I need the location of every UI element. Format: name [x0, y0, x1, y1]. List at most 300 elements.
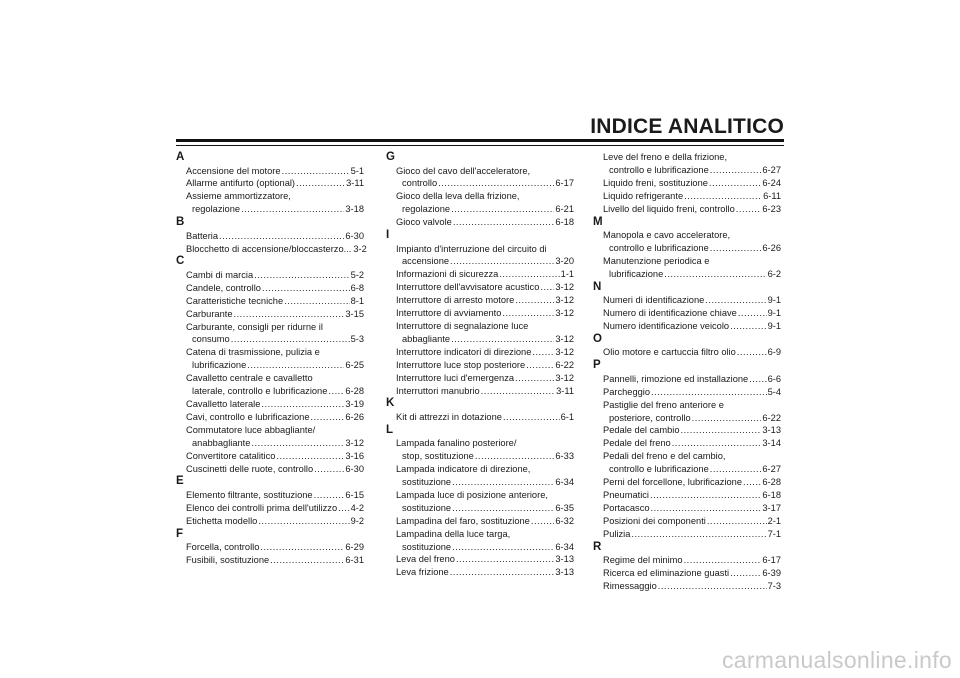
dot-leader — [438, 177, 554, 190]
index-entry — [386, 294, 574, 307]
index-entry-text: controllo e lubrificazione — [609, 164, 709, 175]
page-number: 3-2 — [353, 243, 367, 254]
index-entry — [176, 502, 364, 515]
index-entry-text: Candele, controllo — [186, 282, 261, 293]
index-entry-row — [186, 230, 364, 243]
index-entry-text: Pedale del freno — [603, 438, 671, 449]
index-entry-text: Fusibili, sostituzione — [186, 555, 270, 566]
page-number: 6-6 — [767, 373, 781, 384]
index-entry-row — [603, 567, 781, 580]
index-letter-heading: E — [176, 475, 184, 488]
page-number: 6-15 — [345, 489, 364, 500]
index-entry-row — [603, 190, 781, 203]
page-number: 6-1 — [560, 411, 574, 422]
index-entry-line: Leve del freno e della frizione, — [603, 152, 728, 162]
dot-leader — [737, 346, 767, 359]
index-entry — [176, 321, 364, 347]
dot-leader — [296, 177, 345, 190]
page-number: 3-19 — [345, 399, 364, 409]
page-number: 6-22 — [555, 359, 574, 370]
page-number: 3-12 — [555, 282, 574, 293]
index-entry-text: anabbagliante — [192, 437, 251, 448]
index-entry-row — [396, 566, 574, 579]
page-number: 8-1 — [350, 295, 364, 306]
index-entry-text: lubrificazione — [609, 268, 664, 279]
page-number: 6-26 — [762, 242, 781, 253]
index-entry — [176, 411, 364, 424]
index-entry-text: Lampadina del faro, sostituzione — [396, 515, 530, 526]
dot-leader — [749, 373, 766, 386]
dot-leader — [314, 463, 344, 476]
index-entry-row — [186, 515, 364, 528]
index-entry — [386, 190, 574, 216]
dot-leader — [710, 463, 762, 476]
dot-leader — [672, 437, 762, 450]
dot-leader — [254, 269, 349, 282]
index-entry — [593, 515, 781, 528]
index-entry — [176, 190, 364, 216]
page-number: 3-12 — [555, 333, 574, 344]
index-entry — [386, 165, 574, 191]
index-entry — [176, 398, 364, 411]
index-entry-text: Rimessaggio — [603, 580, 657, 591]
dot-leader — [270, 554, 344, 567]
dot-leader — [450, 566, 555, 579]
dot-leader — [234, 308, 345, 321]
index-entry — [593, 528, 781, 541]
index-entry — [386, 372, 574, 385]
index-entry-row — [603, 164, 781, 177]
index-entry-text: controllo e lubrificazione — [609, 242, 709, 253]
dot-leader — [743, 476, 761, 489]
index-entry-text: Etichetta modello — [186, 515, 258, 526]
index-entry — [593, 190, 781, 203]
dot-leader — [515, 372, 554, 385]
dot-leader — [650, 489, 761, 502]
index-letter-heading: M — [593, 215, 603, 228]
page-number: 6-31 — [345, 555, 364, 566]
index-entry — [593, 580, 781, 593]
index-entry-row — [186, 502, 364, 515]
page-number: 6-33 — [555, 451, 574, 462]
index-entry-line: Interruttore di segnalazione luce — [396, 320, 529, 331]
index-entry-row — [186, 177, 364, 190]
dot-leader — [452, 476, 554, 489]
index-entry-row — [603, 463, 781, 476]
index-entry — [386, 553, 574, 566]
page-number: 6-18 — [762, 489, 781, 500]
index-entry-text: Accensione del motore — [186, 165, 281, 176]
index-entry-text: Pneumatici — [603, 489, 649, 500]
index-entry — [593, 255, 781, 281]
index-letter-heading: P — [593, 359, 601, 372]
page-number: 6-30 — [345, 463, 364, 474]
index-entry-row — [396, 541, 574, 554]
page-number: 9-1 — [767, 295, 781, 306]
dot-leader — [736, 203, 762, 216]
index-entry-line: Manutenzione periodica e — [603, 255, 710, 266]
index-entry-line: Gioco del cavo dell'acceleratore, — [396, 165, 531, 176]
page-number: 6-28 — [345, 386, 364, 397]
index-entry-text: Kit di attrezzi in dotazione — [396, 411, 502, 422]
page-number: 6-21 — [555, 204, 574, 215]
index-entry — [176, 269, 364, 282]
index-entry-text: abbagliante — [402, 333, 451, 344]
index-entry — [593, 450, 781, 476]
page-number: 6-27 — [762, 464, 781, 475]
index-entry-text: Interruttore dell'avvisatore acustico — [396, 282, 540, 293]
dot-leader — [284, 295, 349, 308]
index-letter-heading: A — [176, 151, 185, 163]
dot-leader — [276, 450, 344, 463]
index-entry-row — [396, 203, 574, 216]
dot-leader — [540, 281, 554, 294]
page-number: 6-2 — [767, 268, 781, 279]
index-entry — [593, 373, 781, 386]
index-column-3 — [593, 151, 781, 593]
index-entry — [386, 243, 574, 269]
index-letter-heading: C — [176, 255, 185, 268]
index-entry-text: Perni del forcellone, lubrificazione — [603, 477, 743, 488]
dot-leader — [451, 203, 554, 216]
index-entry-row — [186, 295, 364, 308]
index-entry-text: Interruttore di avviamento — [396, 308, 502, 319]
dot-leader — [452, 502, 554, 515]
index-entry-text: Cavalletto laterale — [186, 399, 261, 409]
index-entry-text: lubrificazione — [192, 360, 247, 371]
index-entry-row — [603, 242, 781, 255]
dot-leader — [456, 553, 554, 566]
page-number: 5-1 — [350, 165, 364, 176]
page-number: 3-13 — [555, 554, 574, 565]
page-number: 6-22 — [762, 412, 781, 423]
page-number: 3-12 — [555, 346, 574, 357]
index-entry-text: Cavi, controllo e lubrificazione — [186, 411, 310, 422]
page-number: 6-35 — [555, 502, 574, 513]
index-entry — [176, 282, 364, 295]
page-number: 2-1 — [767, 515, 781, 526]
index-entry-line: Lampada luce di posizione anteriore, — [396, 489, 548, 500]
index-entry-row — [186, 554, 364, 567]
index-entry — [176, 463, 364, 476]
index-entry-row — [186, 359, 364, 372]
index-entry-text: Elenco dei controlli prima dell'utilizzo — [186, 502, 338, 513]
index-entry-row — [396, 553, 574, 566]
index-entry-text: regolazione — [192, 204, 241, 215]
index-entry — [593, 554, 781, 567]
index-column-2 — [386, 151, 574, 579]
index-entry-row — [396, 372, 574, 385]
page-number: 7-3 — [767, 580, 781, 591]
dot-leader — [260, 541, 344, 554]
dot-leader — [738, 307, 767, 320]
index-entry-row — [603, 437, 781, 450]
page-number: 5-4 — [767, 386, 781, 397]
index-entry — [593, 567, 781, 580]
page-number: 3-14 — [762, 438, 781, 449]
index-entry — [593, 437, 781, 450]
index-entry-text: regolazione — [402, 204, 451, 215]
index-entry-row — [603, 268, 781, 281]
index-entry-text: Batteria — [186, 230, 219, 241]
index-entry — [386, 268, 574, 281]
index-entry-text: Interruttore indicatori di direzione — [396, 346, 532, 357]
dot-leader — [515, 294, 554, 307]
dot-leader — [684, 554, 762, 567]
index-column-1 — [176, 151, 367, 567]
index-entry — [176, 243, 367, 256]
page-number: 3-16 — [345, 450, 364, 461]
dot-leader — [707, 515, 767, 528]
index-entry-text: Numero di identificazione chiave — [603, 308, 737, 319]
index-entry — [176, 554, 364, 567]
index-entry-row — [603, 307, 781, 320]
page-number: 4-2 — [350, 502, 364, 513]
page-number: 6-34 — [555, 541, 574, 552]
index-entry — [386, 320, 574, 346]
title-rule-thick — [176, 139, 784, 142]
index-entry-row — [186, 489, 364, 502]
index-entry — [593, 399, 781, 425]
index-letter-heading: B — [176, 216, 185, 229]
index-entry-row — [603, 177, 781, 190]
page-number: 6-29 — [345, 542, 364, 553]
index-entry — [593, 177, 781, 190]
index-entry-row — [603, 580, 781, 593]
index-entry-text: Elemento filtrante, sostituzione — [186, 489, 313, 500]
page-number: 6-18 — [555, 217, 574, 228]
page-number: 3-12 — [555, 308, 574, 319]
page-number: 9-2 — [350, 515, 364, 526]
index-entry-row — [186, 463, 364, 476]
index-entry-line: Pedali del freno e del cambio, — [603, 451, 726, 462]
index-entry-text: sostituzione — [402, 541, 452, 552]
index-entry-text: Carburante — [186, 308, 233, 319]
index-entry-row — [396, 411, 574, 424]
index-entry — [176, 515, 364, 528]
index-entry — [593, 307, 781, 320]
dot-leader — [532, 346, 554, 359]
index-entry — [176, 450, 364, 463]
index-entry-text: Numero identificazione veicolo — [603, 320, 730, 331]
index-entry-text: Cambi di marcia — [186, 269, 254, 280]
dot-leader — [692, 412, 762, 425]
index-entry-text: Cuscinetti delle ruote, controllo — [186, 463, 314, 474]
index-entry-text: Interruttore di arresto motore — [396, 295, 515, 306]
index-entry-row — [396, 255, 574, 268]
page-number: 6-30 — [345, 230, 364, 241]
index-entry-text: Liquido refrigerante — [603, 190, 684, 201]
title-rule-thin — [176, 145, 784, 146]
dot-leader — [241, 203, 344, 216]
index-entry — [593, 203, 781, 216]
index-entry-row — [186, 308, 364, 321]
index-entry-text: Interruttori manubrio — [396, 385, 480, 396]
dot-leader — [453, 216, 555, 229]
index-entry-row — [603, 346, 781, 359]
index-entry-text: Posizioni dei componenti — [603, 515, 706, 526]
page-number: 6-24 — [762, 177, 781, 188]
index-entry-row — [603, 294, 781, 307]
page-number: 9-1 — [767, 320, 781, 331]
dot-leader — [651, 502, 762, 515]
dot-leader — [481, 385, 555, 398]
page-number: 6-11 — [763, 190, 781, 201]
index-entry-row — [396, 476, 574, 489]
index-entry-text: Pannelli, rimozione ed installazione — [603, 373, 749, 384]
index-entry-row — [603, 515, 781, 528]
index-entry-text: sostituzione — [402, 502, 452, 513]
index-entry — [176, 308, 364, 321]
index-entry — [593, 294, 781, 307]
page-number: 6-27 — [762, 164, 781, 175]
page-number: 3-17 — [762, 502, 781, 513]
dot-leader — [499, 268, 559, 281]
index-entry — [593, 502, 781, 515]
page-number: 3-12 — [555, 295, 574, 306]
index-letter-heading: L — [386, 423, 394, 436]
page-number: 6-28 — [762, 477, 781, 488]
page-number: 5-2 — [350, 269, 364, 280]
page-number: 3-12 — [345, 437, 364, 448]
index-entry — [593, 151, 781, 177]
page-number: 5-3 — [350, 334, 364, 345]
index-entry-text: consumo — [192, 334, 230, 345]
dot-leader — [710, 164, 762, 177]
index-entry-text: Ricerca ed eliminazione guasti — [603, 567, 730, 578]
index-entry — [593, 320, 781, 333]
dot-leader — [231, 333, 350, 346]
dot-leader — [328, 385, 344, 398]
dot-leader — [338, 502, 349, 515]
dot-leader — [730, 320, 766, 333]
index-entry-text: accensione — [402, 256, 450, 267]
index-entry — [386, 359, 574, 372]
index-entry — [386, 463, 574, 489]
watermark-text: carmanualsonline.info — [721, 647, 952, 673]
dot-leader — [658, 580, 767, 593]
index-entry-row — [396, 333, 574, 346]
dot-leader — [705, 294, 766, 307]
index-letter-heading: N — [593, 280, 602, 293]
index-letter-heading: G — [386, 151, 395, 163]
index-entry-row — [186, 203, 364, 216]
page-number: 6-25 — [345, 360, 364, 371]
page-number: 6-34 — [555, 477, 574, 488]
dot-leader — [651, 386, 767, 399]
dot-leader — [450, 255, 554, 268]
page-title: INDICE ANALITICO — [590, 115, 784, 138]
dot-leader — [452, 541, 554, 554]
index-entry-line: Assieme ammortizzatore, — [186, 191, 291, 202]
index-entry-line: Lampada fanalino posteriore/ — [396, 438, 517, 449]
index-entry-row — [186, 398, 364, 411]
index-entry-row — [186, 385, 364, 398]
index-entry — [593, 386, 781, 399]
index-entry-text: Leva del freno — [396, 554, 455, 565]
index-entry-row — [603, 476, 781, 489]
index-entry-text: Parcheggio — [603, 386, 651, 397]
index-entry-row — [396, 359, 574, 372]
index-entry-row — [603, 373, 781, 386]
index-entry-line: Catena di trasmissione, pulizia e — [186, 347, 320, 358]
page-number: 3-11 — [556, 385, 574, 396]
index-entry-text: Livello del liquido freni, controllo — [603, 203, 735, 214]
page-number: 3-18 — [345, 204, 364, 215]
index-entry — [386, 385, 574, 398]
index-entry — [176, 295, 364, 308]
page-number: 6-23 — [762, 203, 781, 214]
dot-leader — [710, 242, 762, 255]
index-entry — [386, 437, 574, 463]
page-number: 6-17 — [555, 178, 574, 189]
index-entry-row — [603, 424, 781, 437]
page-number: 6-26 — [345, 411, 364, 422]
dot-leader — [730, 567, 761, 580]
index-entry — [386, 307, 574, 320]
index-entry-line: Lampadina della luce targa, — [396, 528, 511, 539]
dot-leader — [664, 268, 766, 281]
index-entry-line: Manopola e cavo acceleratore, — [603, 230, 731, 241]
index-entry — [176, 177, 364, 190]
index-entry-text: Allarme antifurto (optional) — [186, 178, 296, 189]
index-entry-row — [396, 346, 574, 359]
index-entry-text: Liquido freni, sostituzione — [603, 177, 708, 188]
index-entry-row — [603, 554, 781, 567]
page-number: 6-9 — [767, 347, 781, 358]
index-entry-text: Caratteristiche tecniche — [186, 295, 284, 306]
page-number: 3-15 — [345, 308, 364, 319]
index-entry-text: Olio motore e cartuccia filtro olio — [603, 347, 736, 358]
index-entry-row — [186, 269, 364, 282]
index-entry-row — [603, 489, 781, 502]
dot-leader — [282, 165, 350, 178]
index-entry — [176, 346, 364, 372]
index-entry — [386, 566, 574, 579]
index-entry-row — [396, 385, 574, 398]
index-entry-line: Pastiglie del freno anteriore e — [603, 399, 724, 410]
dot-leader — [475, 450, 555, 463]
index-entry-text: Pulizia — [603, 528, 631, 539]
index-entry-row — [603, 320, 781, 333]
index-entry — [386, 411, 574, 424]
index-entry-row — [186, 450, 364, 463]
page-number: 7-1 — [767, 528, 781, 539]
index-entry-text: posteriore, controllo — [609, 412, 691, 423]
index-entry-line: Commutatore luce abbagliante/ — [186, 424, 316, 435]
index-entry-row — [603, 528, 781, 541]
index-entry — [176, 541, 364, 554]
index-entry-row — [603, 386, 781, 399]
dot-leader — [531, 515, 555, 528]
dot-leader — [681, 424, 762, 437]
page-number: 9-1 — [767, 308, 781, 319]
index-entry-row — [186, 243, 367, 256]
index-entry-text: Informazioni di sicurezza — [396, 269, 499, 280]
index-letter-heading: R — [593, 540, 602, 553]
index-entry-text: controllo e lubrificazione — [609, 464, 709, 475]
index-entry — [593, 476, 781, 489]
dot-leader — [502, 307, 554, 320]
index-entry-row — [603, 412, 781, 425]
index-entry-text: Interruttore luci d'emergenza — [396, 372, 515, 383]
index-entry-line: Cavalletto centrale e cavalletto — [186, 373, 313, 384]
index-entry-text: Interruttore luce stop posteriore — [396, 359, 526, 370]
index-letter-heading: O — [593, 332, 602, 345]
index-entry-text: Portacasco — [603, 502, 650, 513]
index-entry — [386, 216, 574, 229]
index-entry-row — [396, 294, 574, 307]
